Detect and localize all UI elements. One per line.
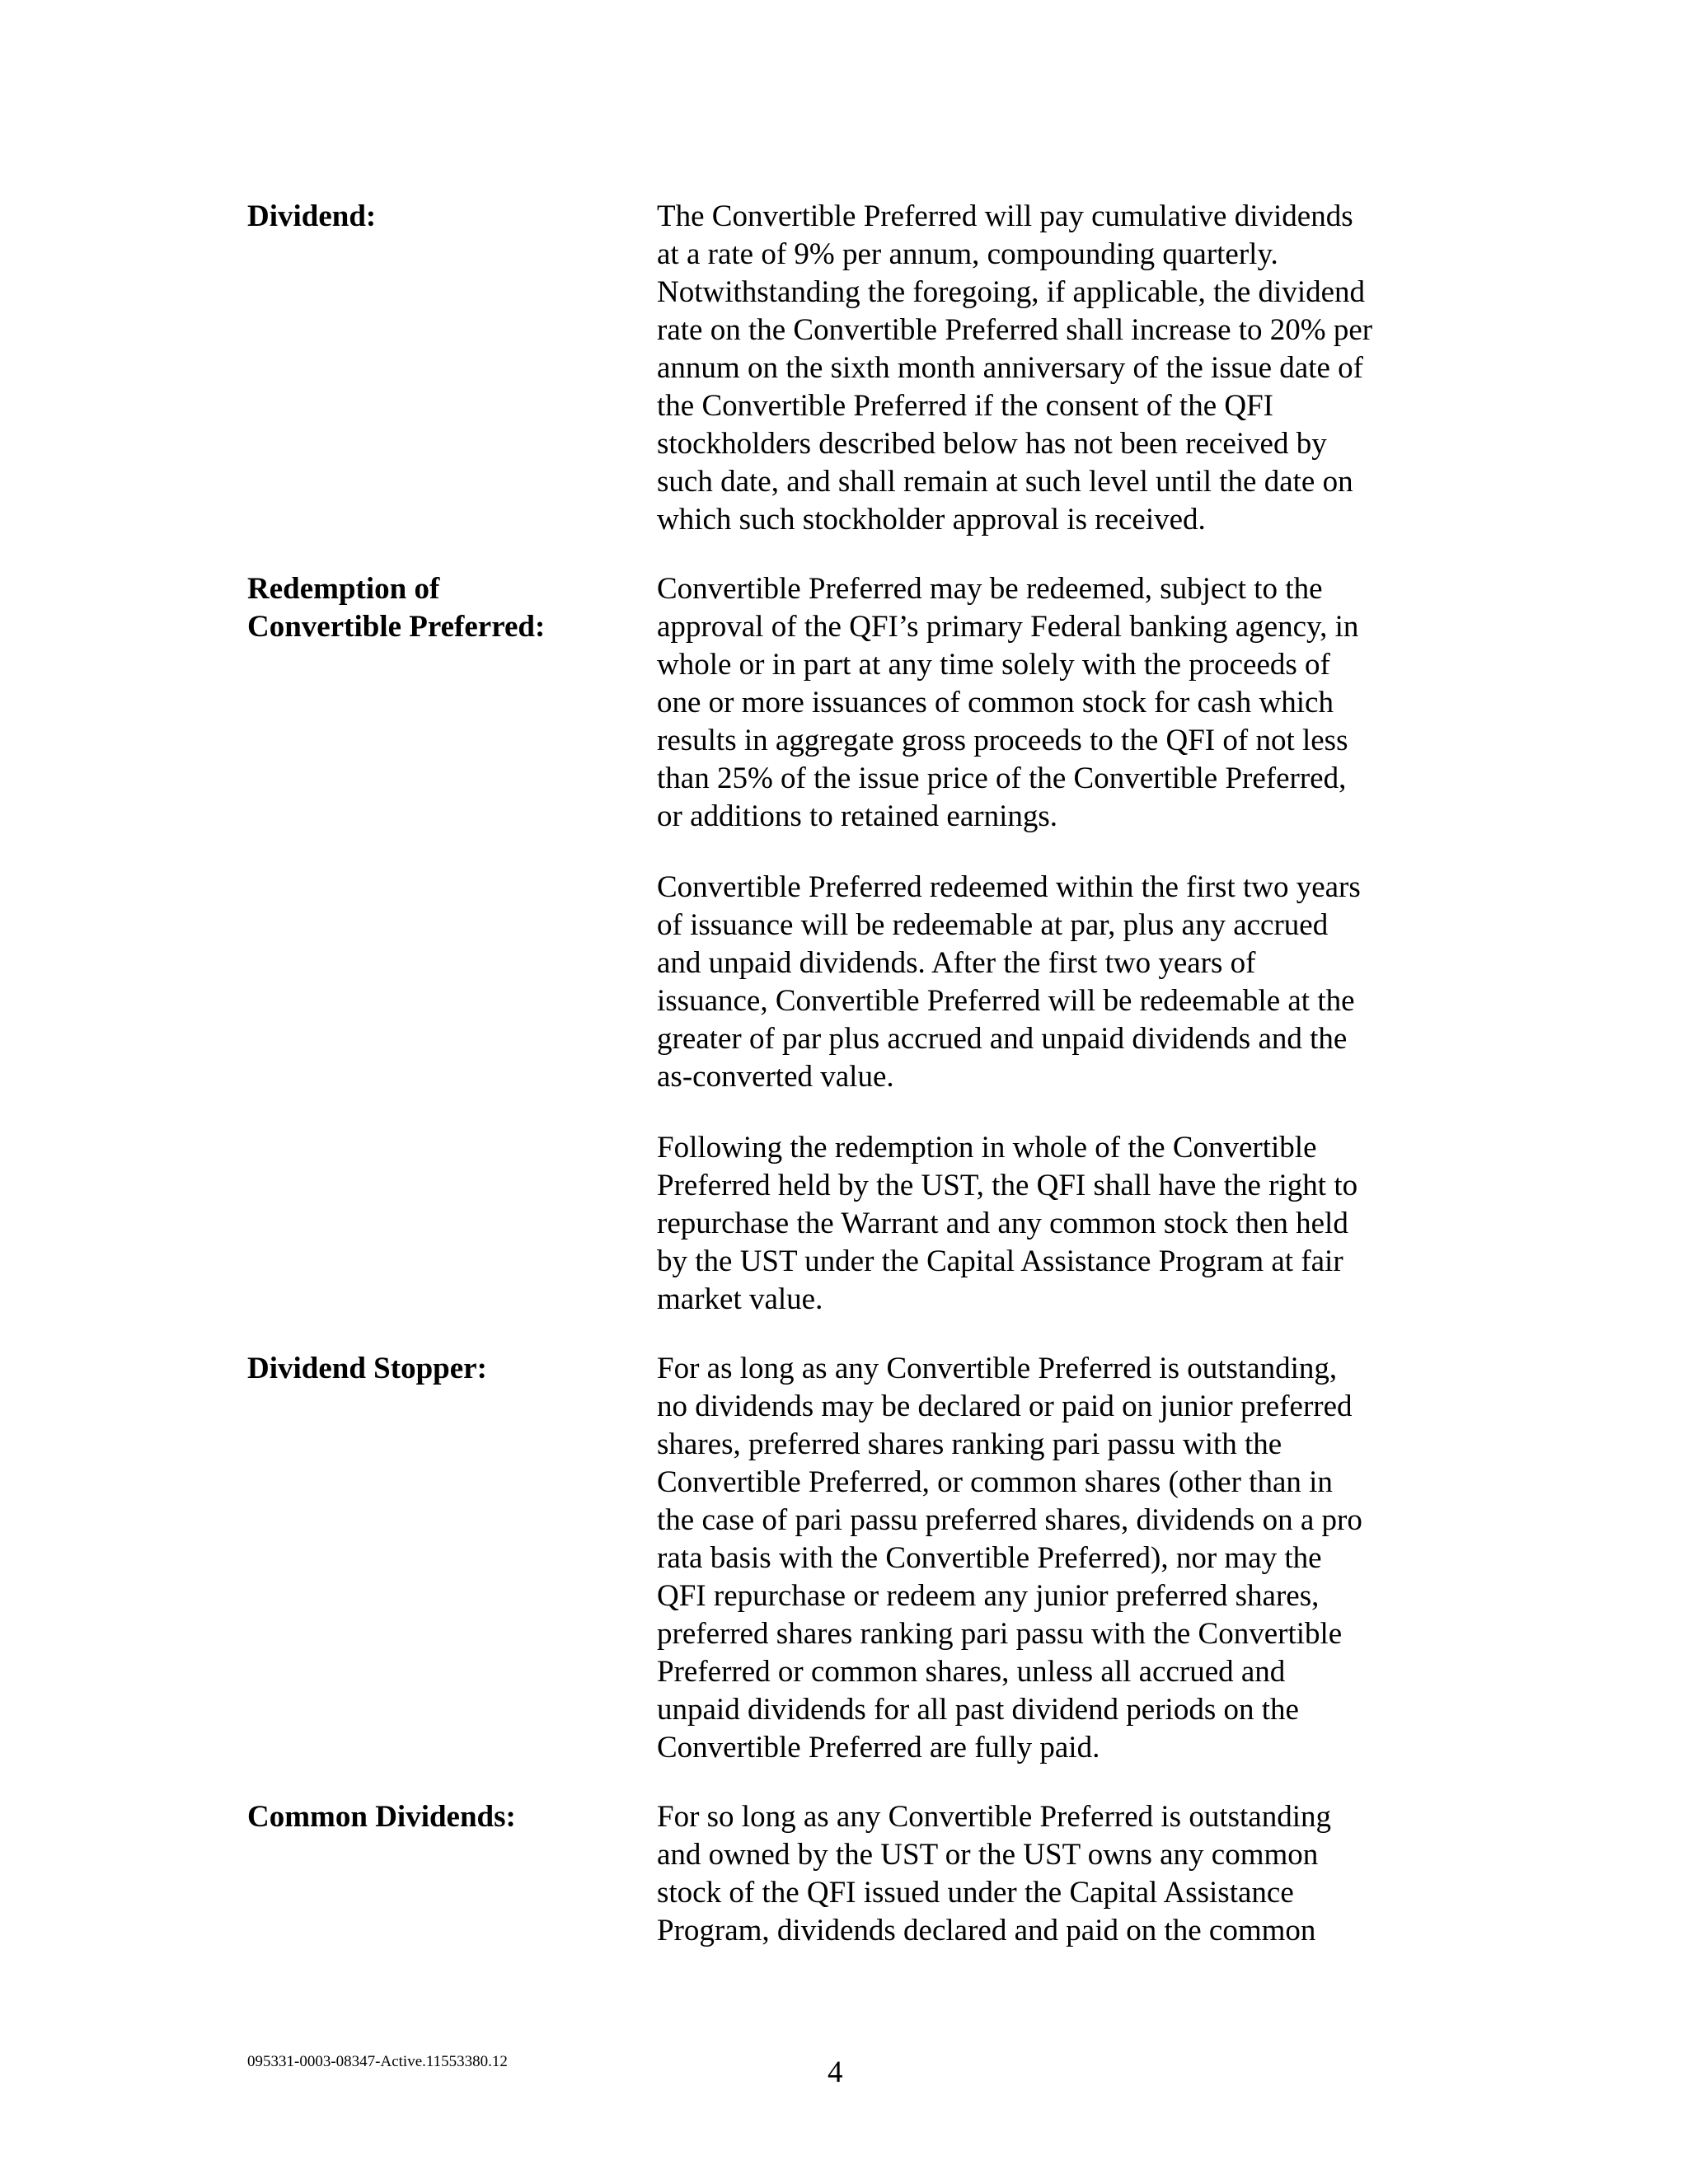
term-paragraph: The Convertible Preferred will pay cumulative dividends at a rate of 9% per annum, compounding quarterly. Notwithstanding the foregoing, if applicable, the dividend rate on the Convertible Preferred shall increase to 20% per annum on the sixth month anniversary of the issue date of the Convertible Preferred if the consent of the QFI stockholders described below has not been received by such date, and shall remain at such level until the date on which such stockholder approval is received. xyxy=(657,199,1373,537)
term-body xyxy=(657,198,1448,539)
term-paragraph: For as long as any Convertible Preferred is outstanding, no dividends may be declared or paid on junior preferred shares, preferred shares ranking pari passu with the Convertible Preferred, or common shares (other than in the case of pari passu preferred shares, dividends on a pro rata basis with the Convertible Preferred), nor may the QFI repurchase or redeem any junior preferred shares, preferred shares ranking pari passu with the Convertible Preferred or common shares, unless all accrued and unpaid dividends for all past dividend periods on the Convertible Preferred are fully paid. xyxy=(657,1352,1362,1765)
term-body xyxy=(657,1350,1448,1767)
term-label: Dividend Stopper: xyxy=(247,1352,487,1385)
page-number: 4 xyxy=(828,2055,843,2089)
term-paragraph: Convertible Preferred redeemed within the first two years of issuance will be redeemable at par, plus any accrued and unpaid dividends. After the first two years of issuance, Convertible Preferred will be redeemable at the greater of par plus accrued and unpaid dividends and the as-converted value. xyxy=(657,870,1361,1094)
term-body xyxy=(657,570,1448,1319)
term-body xyxy=(657,1798,1448,1950)
term-label: Common Dividends: xyxy=(247,1800,516,1834)
term-paragraph: Following the redemption in whole of the Convertible Preferred held by the UST, the QFI shall have the right to repurchase the Warrant and any common stock then held by the UST under the Capital Assistance Program at fair market value. xyxy=(657,1131,1358,1316)
term-paragraph: Convertible Preferred may be redeemed, subject to the approval of the QFI’s primary Federal banking agency, in whole or in part at any time solely with the proceeds of one or more issuances of common stock for cash which results in aggregate gross proceeds to the QFI of not less than 25% of the issue price of the Convertible Preferred, or additions to retained earnings. xyxy=(657,572,1359,833)
term-label: Redemption of Convertible Preferred: xyxy=(247,572,546,644)
document-id: 095331-0003-08347-Active.11553380.12 xyxy=(247,2053,508,2070)
term-label: Dividend: xyxy=(247,199,377,233)
term-paragraph: For so long as any Convertible Preferred is outstanding and owned by the UST or the UST owns any common stock of the QFI issued under the Capital Assistance Program, dividends declared and paid on the common xyxy=(657,1800,1331,1947)
